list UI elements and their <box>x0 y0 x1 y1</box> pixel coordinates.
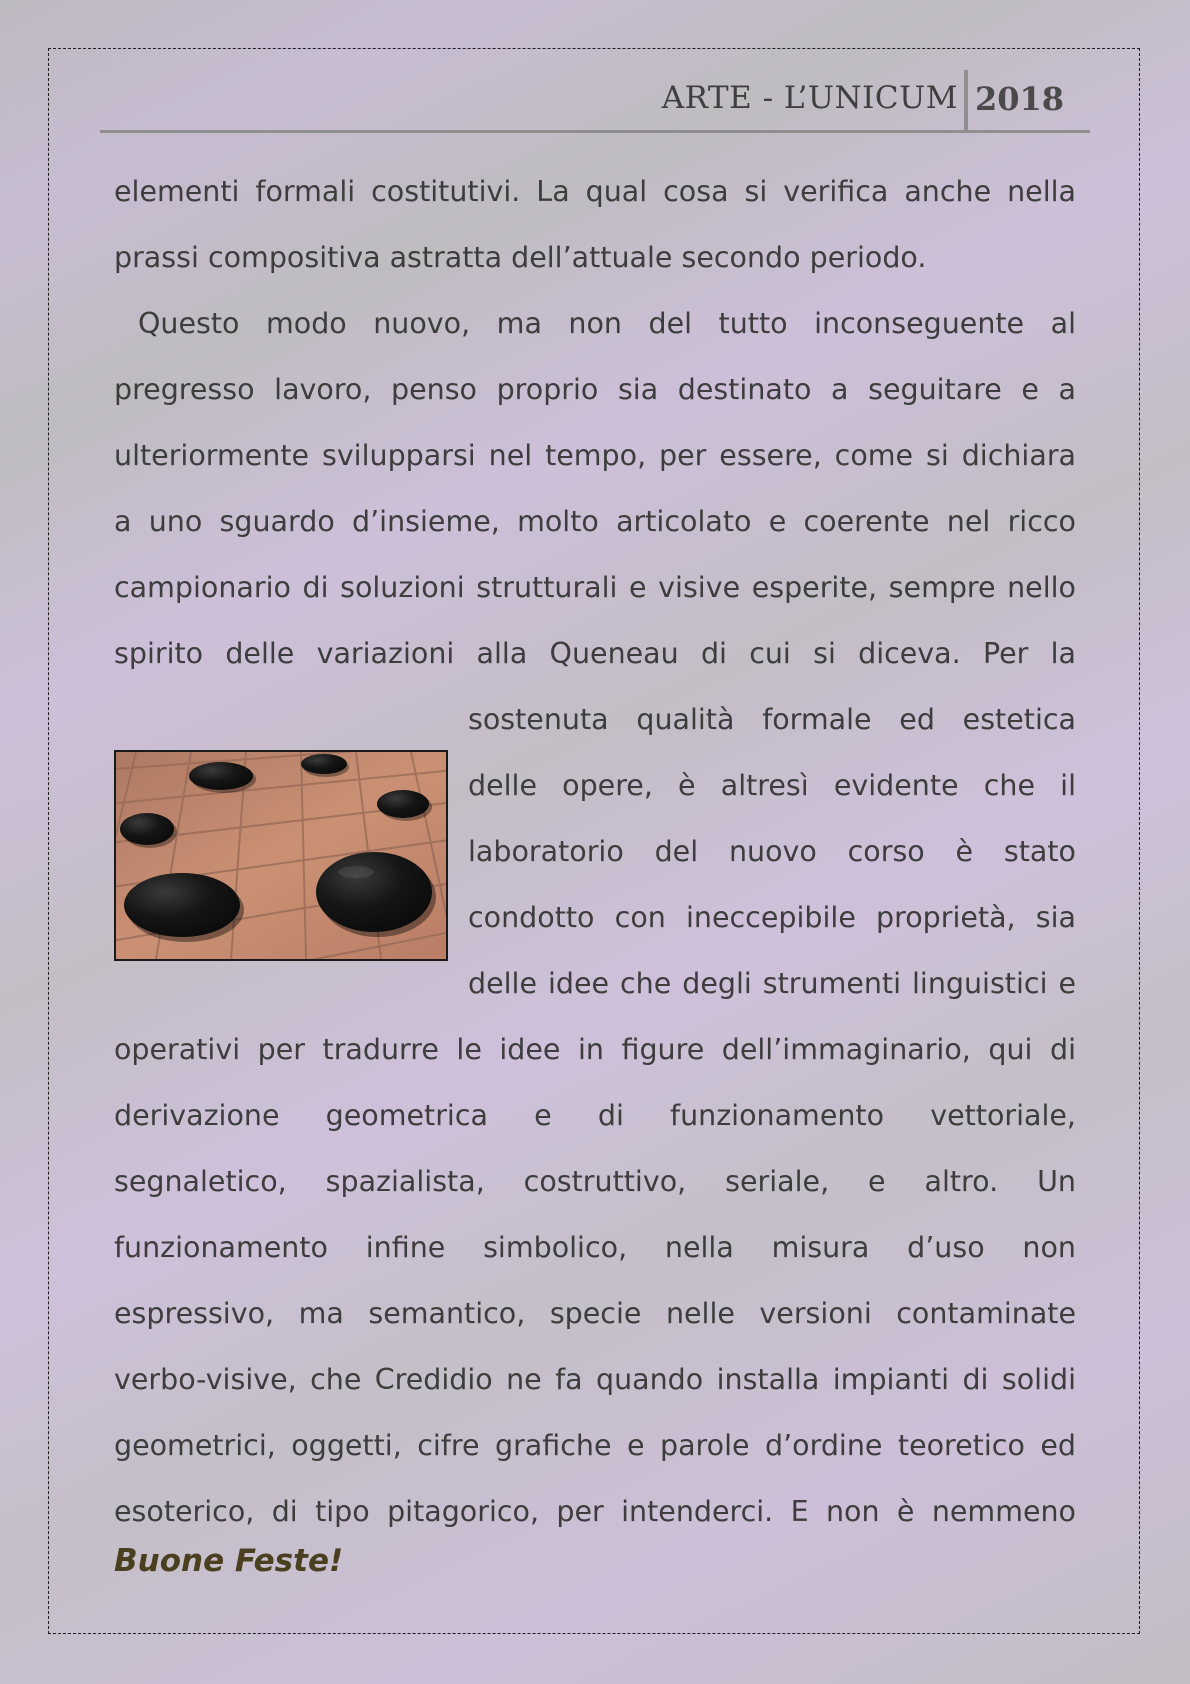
text-line: geometrici, oggetti, cifre grafiche e parole d’ordine teoretico ed <box>114 1429 1076 1462</box>
header-divider <box>964 70 968 130</box>
text-line: delle opere, è altresì evidente che il <box>468 769 1076 802</box>
text-line: pregresso lavoro, penso proprio sia destinato a seguitare e a <box>114 373 1076 406</box>
text-line: delle idee che degli strumenti linguistici e <box>468 967 1076 1000</box>
page-header <box>100 70 1090 133</box>
text-line: derivazione geometrica e di funzionamento vettoriale, <box>114 1099 1076 1132</box>
text-line: operativi per tradurre le idee in figure dell’immaginario, qui di <box>114 1033 1076 1066</box>
artwork-photo <box>114 750 448 961</box>
text-line: spirito delle variazioni alla Queneau di cui si diceva. Per la <box>114 637 1076 670</box>
artwork-photo-image <box>116 752 446 959</box>
text-line: verbo-visive, che Credidio ne fa quando installa impianti di solidi <box>114 1363 1076 1396</box>
text-line: ulteriormente svilupparsi nel tempo, per essere, come si dichiara <box>114 439 1076 472</box>
text-line: sostenuta qualità formale ed estetica <box>468 703 1076 736</box>
text-line: espressivo, ma semantico, specie nelle versioni contaminate <box>114 1297 1076 1330</box>
text-line: elementi formali costitutivi. La qual cosa si verifica anche nella <box>114 175 1076 208</box>
text-line: prassi compositiva astratta dell’attuale secondo periodo. <box>114 241 927 274</box>
closing-greeting: Buone Feste! <box>114 1543 344 1579</box>
text-line: campionario di soluzioni strutturali e visive esperite, sempre nello <box>114 571 1076 604</box>
header-title: ARTE - L’UNICUM <box>661 80 958 116</box>
text-line: Questo modo nuovo, ma non del tutto inconseguente al <box>138 307 1076 340</box>
text-line: a uno sguardo d’insieme, molto articolato e coerente nel ricco <box>114 505 1076 538</box>
text-line: funzionamento infine simbolico, nella misura d’uso non <box>114 1231 1076 1264</box>
header-year: 2018 <box>974 80 1064 118</box>
text-line: segnaletico, spazialista, costruttivo, seriale, e altro. Un <box>114 1165 1076 1198</box>
text-line: laboratorio del nuovo corso è stato <box>468 835 1076 868</box>
text-line: esoterico, di tipo pitagorico, per intenderci. E non è nemmeno <box>114 1495 1076 1528</box>
text-line: condotto con ineccepibile proprietà, sia <box>468 901 1076 934</box>
